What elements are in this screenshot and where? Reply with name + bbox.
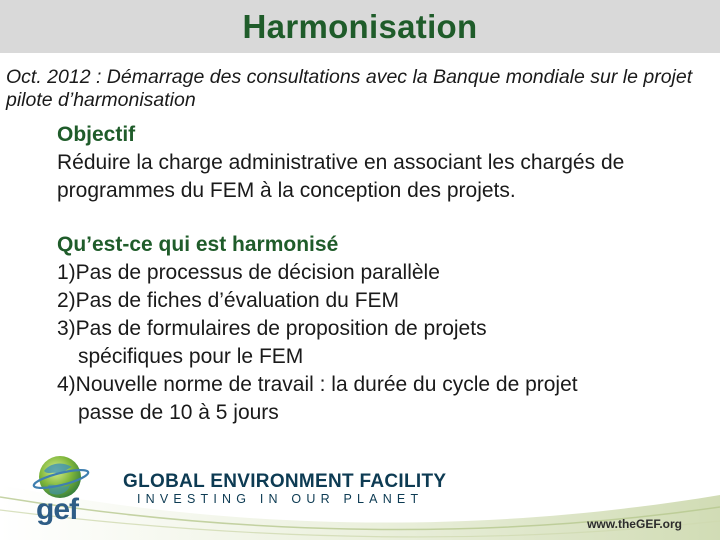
list-item-text: 3)Pas de formulaires de proposition de projets [57, 317, 487, 340]
website-link[interactable]: www.theGEF.org [587, 517, 682, 531]
harmonised-heading: Qu’est-ce qui est harmonisé [57, 233, 339, 256]
objective-section [57, 121, 717, 205]
list-item-text: 1)Pas de processus de décision parallèle [57, 261, 440, 284]
list-item [57, 371, 717, 427]
list-item [57, 287, 717, 315]
list-item-text: 4)Nouvelle norme de travail : la durée du cycle de projet [57, 373, 578, 396]
org-name: GLOBAL ENVIRONMENT FACILITY [123, 471, 447, 492]
slide-subtitle: Oct. 2012 : Démarrage des consultations avec la Banque mondiale sur le projet pilote d’harmonisation [6, 66, 693, 111]
footer [0, 455, 720, 540]
list-item [57, 315, 717, 371]
list-item [57, 259, 717, 287]
objective-heading: Objectif [57, 123, 136, 146]
list-item-continuation: spécifiques pour le FEM [78, 345, 304, 368]
org-tagline: INVESTING IN OUR PLANET [137, 492, 424, 506]
title-bar [0, 0, 720, 53]
objective-text: Réduire la charge administrative en associant les chargés de programmes du FEM à la conception des projets. [57, 151, 625, 202]
gef-logo-text: gef [36, 493, 78, 526]
harmonised-section [57, 231, 717, 427]
list-item-continuation: passe de 10 à 5 jours [78, 401, 279, 424]
slide-title: Harmonisation [242, 7, 478, 45]
list-item-text: 2)Pas de fiches d’évaluation du FEM [57, 289, 400, 312]
